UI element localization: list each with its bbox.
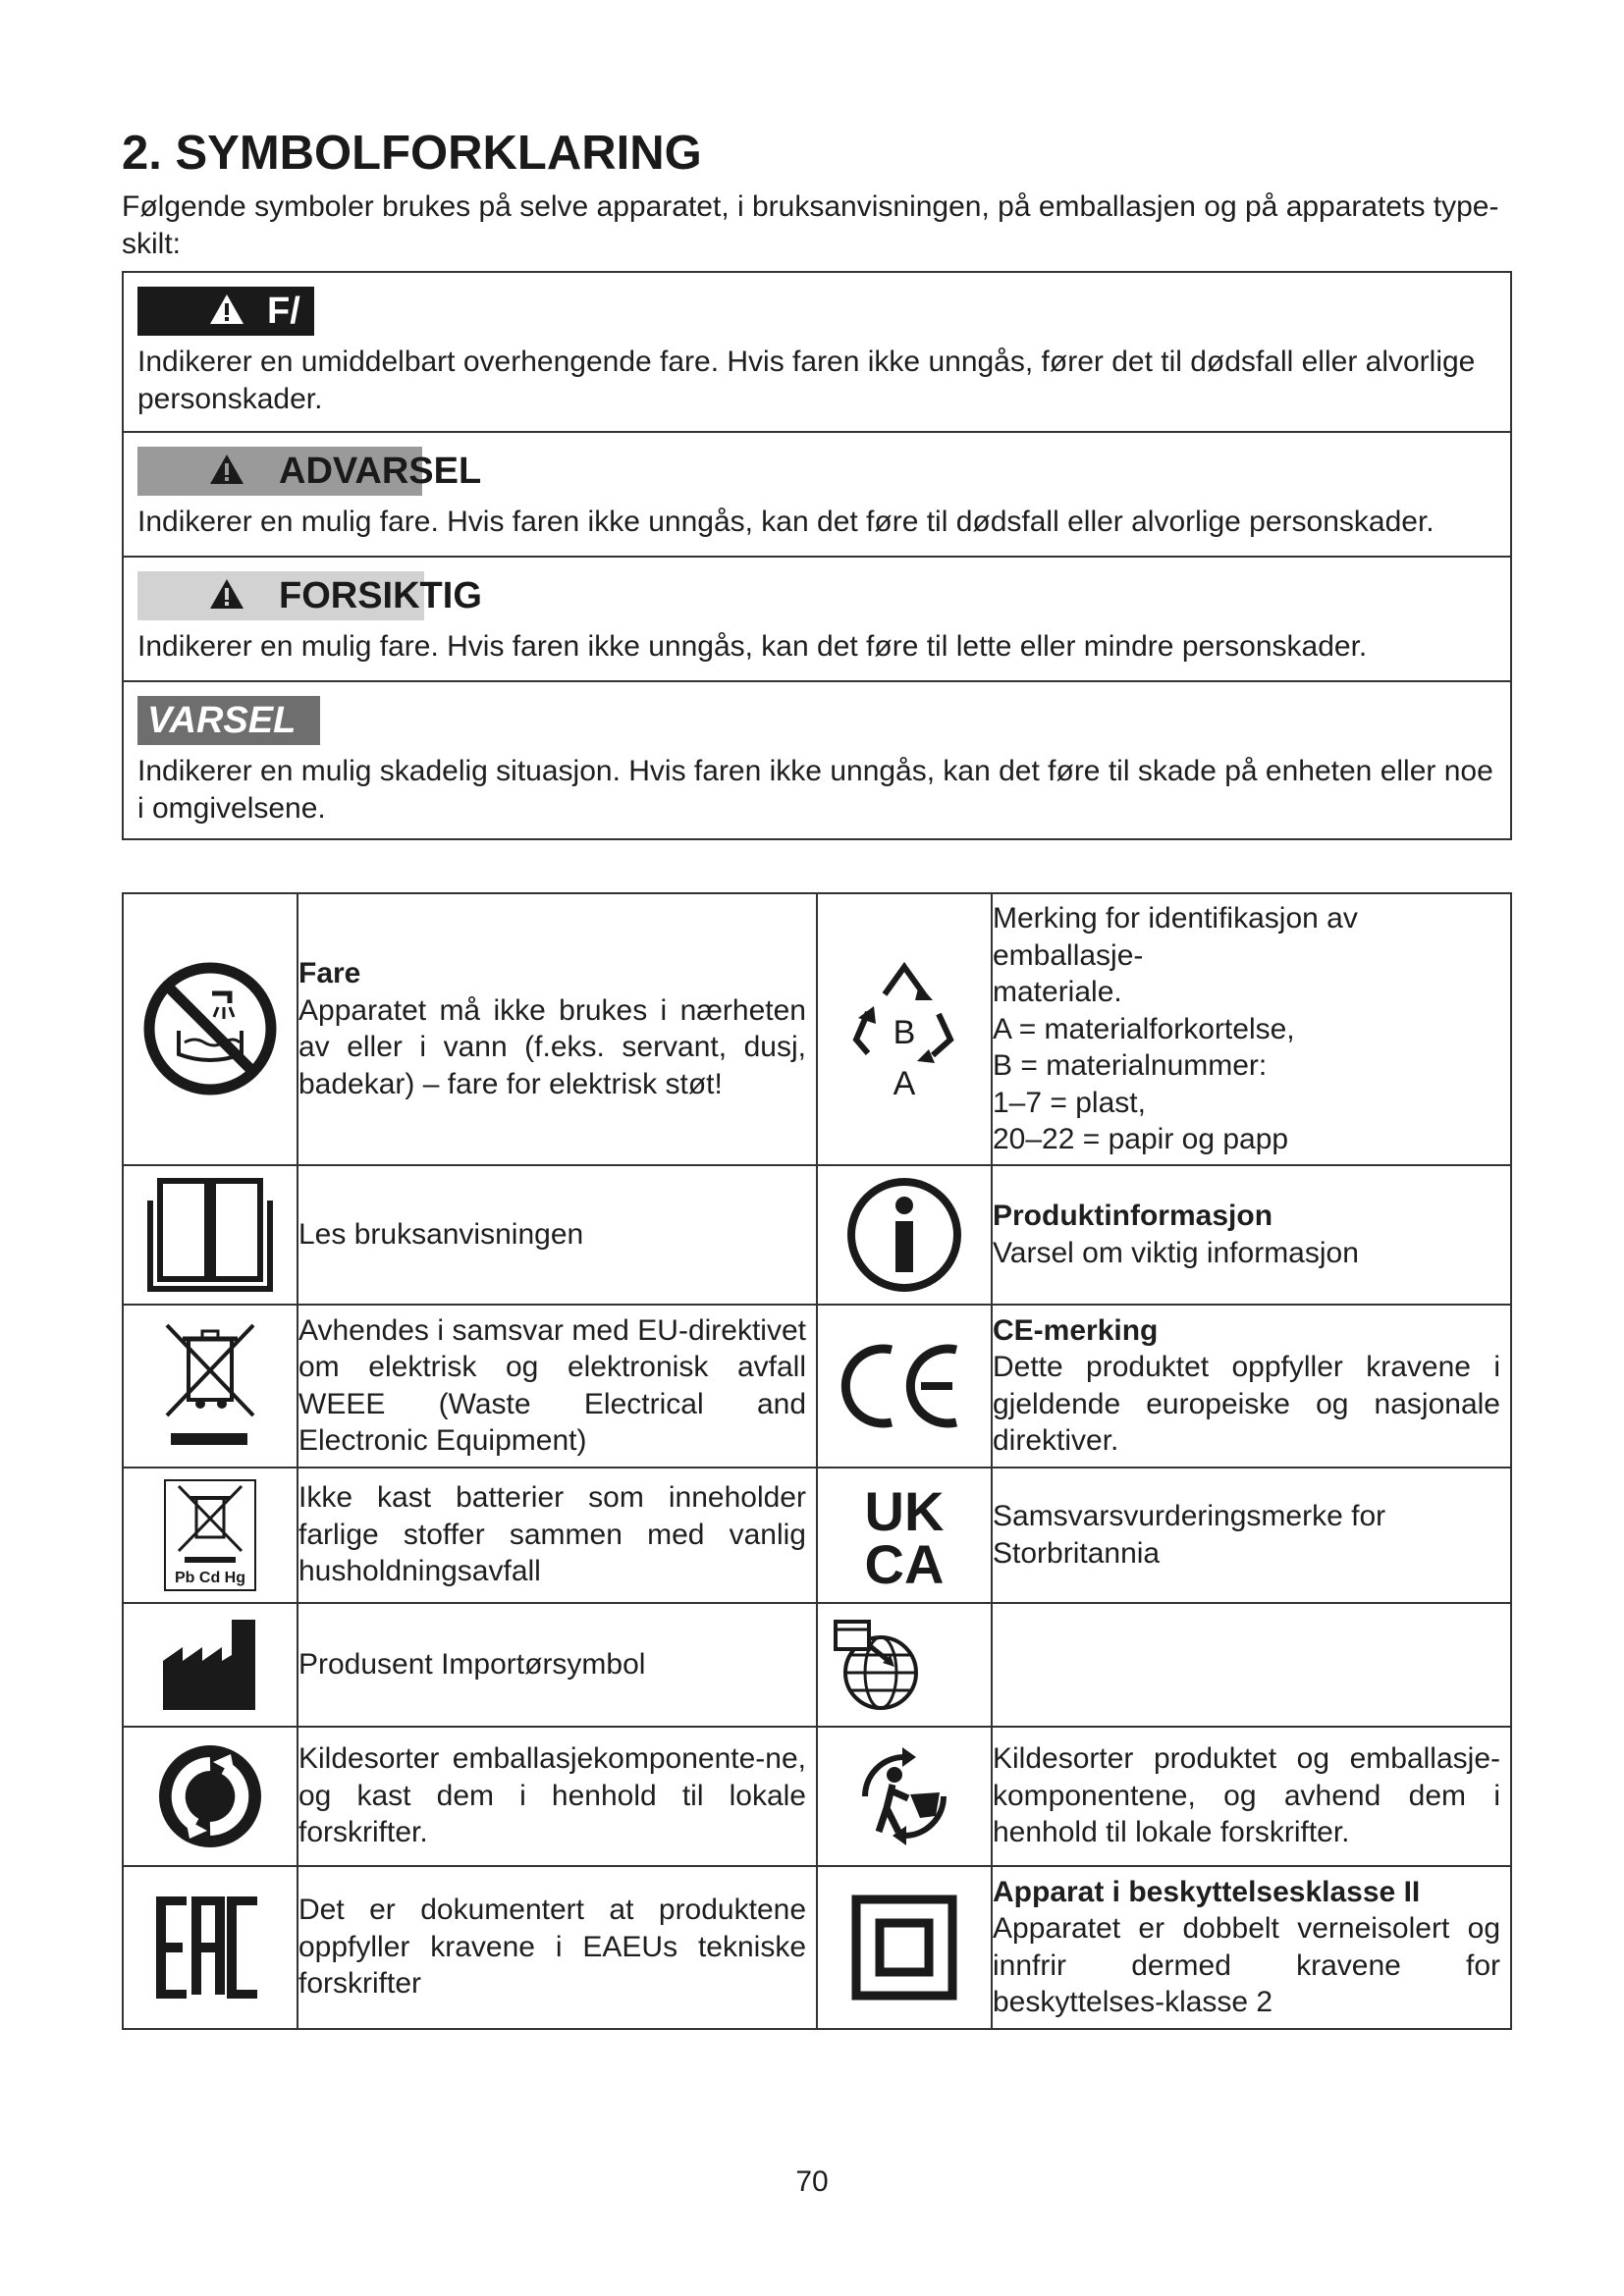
ukca-cell [817, 1468, 992, 1603]
manual-text-cell [298, 1165, 817, 1305]
person-recycling-icon [845, 1737, 963, 1855]
green-dot-text: Kildesorter emballasjekomponente-ne, og kast dem i henhold til lokale forskrifter. [298, 1742, 806, 1849]
signal-row-forsiktig [124, 558, 1510, 682]
advarsel-badge-label: ADVARSEL [279, 451, 482, 492]
ukca-text-line: Samsvarsvurderingsmerke for [993, 1500, 1386, 1532]
page-number: 70 [795, 2165, 829, 2198]
info-icon [845, 1176, 963, 1294]
recycle-line: A = materialforkortelse, [993, 1012, 1295, 1045]
fare-badge [137, 287, 1496, 336]
recycle-line: materiale. [993, 976, 1122, 1008]
fare-badge-label: F/ [267, 291, 300, 332]
no-water-icon [141, 960, 279, 1097]
battery-chem-label: Pb Cd Hg [175, 1569, 245, 1586]
ukca-text-cell [992, 1468, 1511, 1603]
forsiktig-description: Indikerer en mulig fare. Hvis faren ikke unngås, kan det føre til lette eller mindre personskader. [137, 630, 1368, 663]
signal-word-table [122, 271, 1512, 840]
recycle-cell [817, 893, 992, 1165]
varsel-description: Indikerer en mulig skadelig situasjon. Hvis faren ikke unngås, kan det føre til skade på enheten eller noe i omgivelsene. [137, 755, 1493, 825]
eac-mark-icon [155, 1896, 265, 1999]
table-row [123, 893, 1511, 1165]
forsiktig-badge [137, 571, 1496, 620]
battery-text: Ikke kast batterier som inneholder farlige stoffer sammen med vanlig husholdningsavfall [298, 1481, 806, 1588]
weee-cell [123, 1305, 298, 1468]
eac-text: Det er dokumentert at produktene oppfyller kravene i EAEUs tekniske forskrifter [298, 1894, 806, 2001]
class2-text-cell [992, 1866, 1511, 2029]
weee-text-cell [298, 1305, 817, 1468]
varsel-badge [137, 696, 1496, 745]
battery-text-cell [298, 1468, 817, 1603]
recycle-person-text-cell [992, 1727, 1511, 1866]
info-text-cell [992, 1165, 1511, 1305]
weee-bin-icon [161, 1319, 259, 1453]
signal-row-fare [124, 273, 1510, 433]
info-text: Varsel om viktig informasjon [993, 1236, 1359, 1269]
warning-triangle-icon [208, 293, 245, 326]
manufacturer-cell [123, 1603, 298, 1727]
importer-text-cell [992, 1603, 1511, 1727]
weee-text: Avhendes i samsvar med EU-direktivet om elektrisk og elektronisk avfall WEEE (Waste Electrical and Electronic Equipment) [298, 1313, 806, 1457]
table-row [123, 1866, 1511, 2029]
protection-class-2-icon [850, 1894, 958, 2002]
green-dot-cell [123, 1727, 298, 1866]
recycle-line: 20–22 = papir og papp [993, 1123, 1289, 1155]
factory-icon [161, 1618, 259, 1712]
recycle-line: B = materialnummer: [993, 1049, 1268, 1082]
ce-text: Dette produktet oppfyller kravene i gjeldende europeiske og nasjonale direktiver. [993, 1351, 1500, 1457]
no-water-cell [123, 893, 298, 1165]
class2-text: Apparatet er dobbelt verneisolert og innfrir dermed kravene for beskyttelses-klasse 2 [993, 1912, 1500, 2018]
table-row [123, 1603, 1511, 1727]
info-cell [817, 1165, 992, 1305]
recycle-text-cell [992, 893, 1511, 1165]
ce-title: CE-merking [993, 1313, 1159, 1347]
ukca-text-line: Storbritannia [993, 1536, 1161, 1570]
class2-cell [817, 1866, 992, 2029]
no-water-text-cell [298, 893, 817, 1165]
page-title: 2. SYMBOLFORKLARING [122, 127, 702, 180]
ukca-line2: CA [864, 1532, 945, 1589]
recycling-code-icon [840, 955, 968, 1102]
battery-cell [123, 1468, 298, 1603]
table-row [123, 1165, 1511, 1305]
importer-cell [817, 1603, 992, 1727]
advarsel-badge [137, 447, 1496, 496]
table-row [123, 1468, 1511, 1603]
read-manual-icon [146, 1175, 274, 1295]
signal-row-advarsel [124, 433, 1510, 558]
importer-globe-icon [830, 1616, 924, 1714]
intro-text: Følgende symboler brukes på selve apparatet, i bruksanvisningen, på emballasjen og på apparatets type- skilt: [122, 190, 1499, 260]
recycle-letter-b: B [893, 1014, 916, 1052]
recycle-person-cell [817, 1727, 992, 1866]
recycle-line: Merking for identifikasjon av emballasje- [993, 902, 1358, 972]
no-water-title: Fare [298, 957, 361, 990]
warning-triangle-icon [208, 577, 245, 611]
warning-triangle-icon [208, 453, 245, 486]
advarsel-description: Indikerer en mulig fare. Hvis faren ikke unngås, kan det føre til dødsfall eller alvorlige personskader. [137, 506, 1435, 538]
table-row [123, 1305, 1511, 1468]
recycle-person-text: Kildesorter produktet og emballasje-komponentene, og avhend dem i henhold til lokale forskrifter. [993, 1742, 1500, 1849]
recycle-letter-a: A [893, 1065, 916, 1103]
fare-description: Indikerer en umiddelbart overhengende fare. Hvis faren ikke unngås, fører det til dødsfall eller alvorlige personskader. [137, 346, 1476, 415]
varsel-badge-label: VARSEL [147, 700, 297, 741]
eac-cell [123, 1866, 298, 2029]
manual-cell [123, 1165, 298, 1305]
ukca-mark-icon [850, 1481, 958, 1589]
eac-text-cell [298, 1866, 817, 2029]
recycle-line: 1–7 = plast, [993, 1086, 1146, 1119]
ce-text-cell [992, 1305, 1511, 1468]
signal-row-varsel [124, 682, 1510, 838]
battery-bin-icon [163, 1478, 257, 1592]
ce-mark-icon [840, 1342, 968, 1430]
info-title: Produktinformasjon [993, 1200, 1273, 1232]
symbol-table [122, 892, 1512, 2030]
table-row [123, 1727, 1511, 1866]
green-dot-text-cell [298, 1727, 817, 1866]
forsiktig-badge-label: FORSIKTIG [279, 575, 482, 616]
manual-text: Les bruksanvisningen [298, 1217, 584, 1251]
manufacturer-text: Produsent Importørsymbol [298, 1647, 646, 1681]
class2-title: Apparat i beskyttelsesklasse II [993, 1875, 1421, 1908]
no-water-text: Apparatet må ikke brukes i nærheten av eller i vann (f.eks. servant, dusj, badekar) – fare for elektrisk støt! [298, 993, 806, 1100]
green-dot-icon [156, 1742, 264, 1850]
ukca-line1: UK [864, 1480, 945, 1542]
manufacturer-text-cell [298, 1603, 817, 1727]
ce-cell [817, 1305, 992, 1468]
